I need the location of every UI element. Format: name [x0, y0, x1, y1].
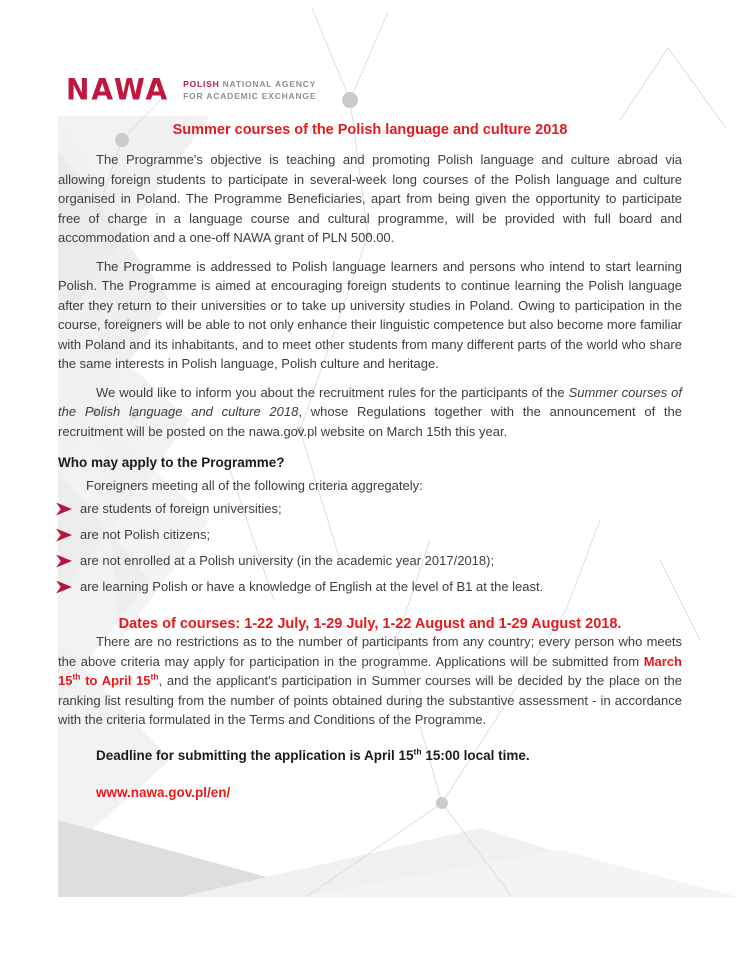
criterion-item-1: [56, 502, 682, 516]
text-segment: March 15: [58, 653, 682, 688]
nawa-logo: [66, 72, 317, 107]
text-segment: , whose Regulations together with the announcement of the recruitment will be posted on the nawa.gov.pl website on March 15th this year.: [58, 404, 683, 439]
criterion-text: are not enrolled at a Polish university (in the academic year 2017/2018);: [80, 553, 495, 568]
text-segment: 15:00 local time.: [421, 747, 530, 763]
nawa-logo-text: NAWA: [66, 72, 170, 107]
text-segment: We would like to inform you about the recruitment rules for the participants of the: [96, 384, 569, 400]
document-content: [58, 116, 682, 800]
arrow-bullet-icon: [56, 529, 72, 542]
nawa-logo-tagline: [183, 78, 316, 103]
paragraph-audience: The Programme is addressed to Polish language learners and persons who intend to start learning Polish. The Programme is aimed at encouraging foreign students to continue learning the Polish language after they return to their universities or to take up university studies in Poland. Owing to participation in the course, foreigners will be able to not only enhance their linguistic competence but also become more familiar with Poland and its inhabitants, and to meet other students from many different parts of the world who share the same interests in Polish language, Polish culture and heritage.: [58, 258, 682, 371]
tagline-line1: [183, 78, 316, 90]
text-segment: Deadline for submitting the application is April 15: [96, 747, 414, 763]
criteria-intro: Foreigners meeting all of the following criteria aggregately:: [86, 478, 423, 493]
tagline-agency: NATIONAL AGENCY: [222, 78, 317, 89]
arrow-bullet-icon: [56, 581, 72, 594]
text-segment: , and the applicant's participation in Summer courses will be decided by the place on the ranking list resulting from the number of points obtained during the substantive assessment - in accordance with the criteria formulated in the Terms and Conditions of the Programme.: [58, 673, 682, 727]
paragraph-recruitment: [58, 383, 682, 442]
criterion-item-3: [56, 554, 682, 568]
tagline-polish: POLISH: [183, 78, 220, 89]
arrow-bullet-icon: [56, 503, 72, 516]
programme-name-italic: Summer courses of the Polish language and culture 2018: [58, 384, 682, 419]
website-link[interactable]: www.nawa.gov.pl/en/: [96, 784, 231, 800]
criterion-text: are not Polish citizens;: [80, 527, 211, 542]
criterion-text: are students of foreign universities;: [80, 501, 282, 516]
text-segment: to April 15: [80, 673, 151, 688]
tagline-line2: FOR ACADEMIC EXCHANGE: [183, 91, 317, 101]
text-segment: There are no restrictions as to the number of participants from any country; every person who meets the above criteria may apply for participation in the programme. Applications will be submitted from: [58, 634, 682, 669]
page-title: Summer courses of the Polish language and culture 2018: [172, 122, 568, 138]
criterion-item-2: [56, 528, 682, 542]
paragraph-applications: [58, 632, 682, 730]
criterion-text: are learning Polish or have a knowledge of English at the level of B1 at the least.: [80, 579, 544, 594]
who-may-apply-heading: Who may apply to the Programme?: [58, 455, 285, 470]
deadline-note: [58, 748, 682, 763]
ordinal-suffix: th: [72, 671, 81, 682]
criterion-item-4: [56, 580, 682, 594]
paragraph-objective: The Programme's objective is teaching and promoting Polish language and culture abroad via allowing foreign students to participate in several-week long courses of the Polish language and culture organised in Poland. The Programme Beneficiaries, apart from being given the opportunity to participate free of charge in a language course and cultural programme, will be provided with full board and accommodation and a one-off NAWA grant of PLN 500.00.: [58, 152, 682, 245]
course-dates-line: Dates of courses: 1-22 July, 1-29 July, 1-22 August and 1-29 August 2018.: [118, 616, 622, 632]
arrow-bullet-icon: [56, 555, 72, 568]
ordinal-suffix: th: [413, 746, 422, 756]
ordinal-suffix: th: [150, 671, 159, 682]
